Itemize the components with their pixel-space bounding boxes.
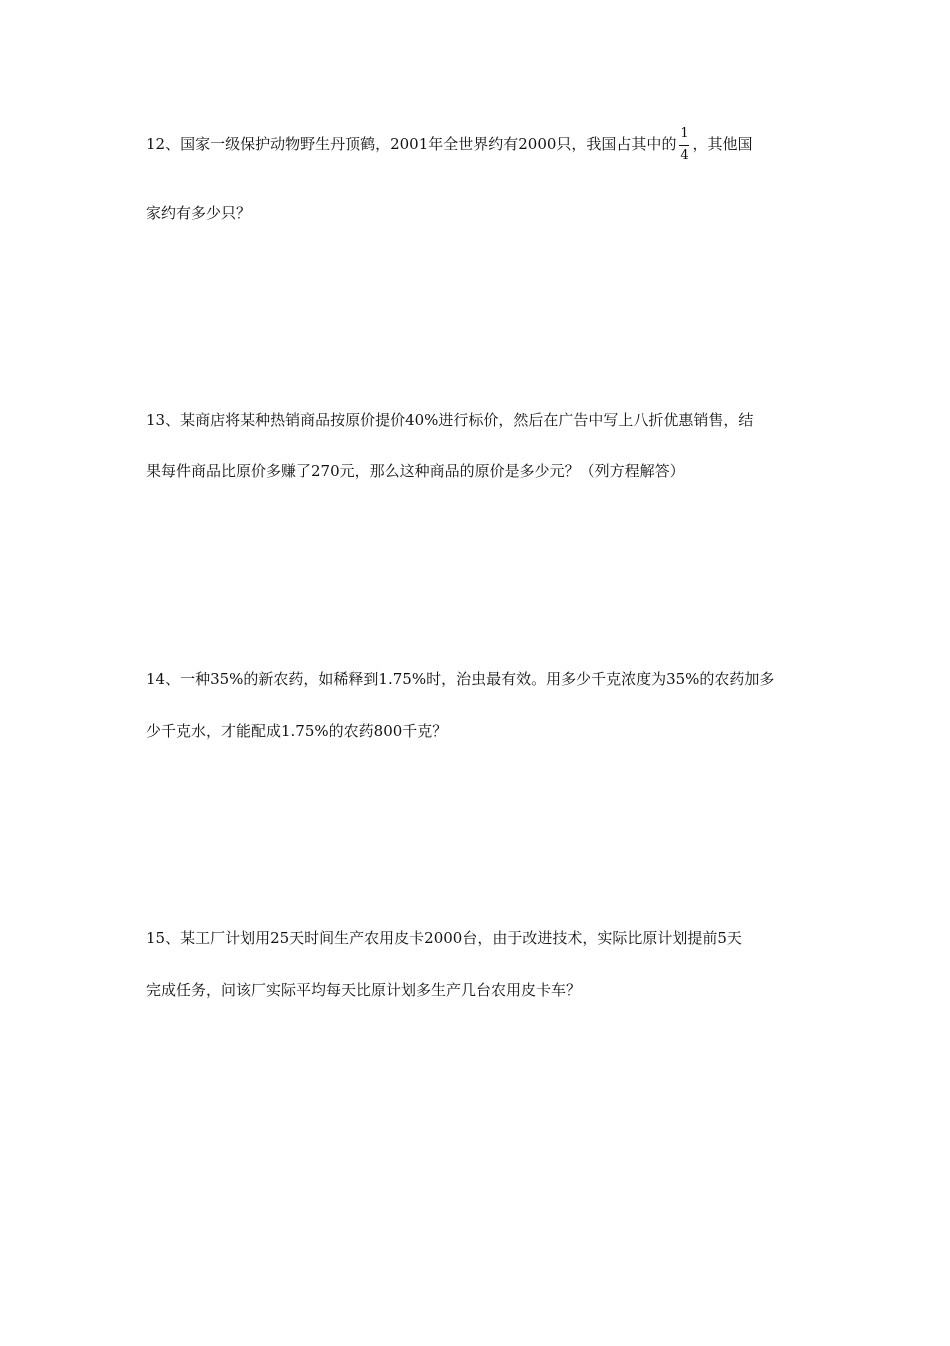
question-15-line-1: 15、某工厂计划用25天时间生产农用皮卡2000台，由于改进技术，实际比原计划提前5天: [146, 929, 742, 947]
question-12-line-1: [146, 126, 752, 164]
fraction-one-quarter: [678, 126, 690, 164]
question-13-line-2: 果每件商品比原价多赚了270元，那么这种商品的原价是多少元？（列方程解答）: [146, 462, 685, 480]
question-14: [146, 669, 816, 749]
fraction-denominator: 4: [680, 148, 689, 163]
question-15-line-2: 完成任务，问该厂实际平均每天比原计划多生产几台农用皮卡车？: [146, 981, 582, 999]
question-14-line-1: 14、一种35%的新农药，如稀释到1.75%时，治虫最有效。用多少千克浓度为35%的农药加多: [146, 670, 775, 688]
fraction-numerator: 1: [680, 126, 689, 141]
question-12: [146, 126, 816, 236]
question-14-line-2: 少千克水，才能配成1.75%的农药800千克？: [146, 722, 448, 740]
question-13: [146, 410, 816, 490]
question-13-line-1: 13、某商店将某种热销商品按原价提价40%进行标价，然后在广告中写上八折优惠销售，结: [146, 411, 754, 429]
question-12-line-2: 家约有多少只？: [146, 204, 252, 222]
question-12-text-before-fraction: 12、国家一级保护动物野生丹顶鹤，2001年全世界约有2000只，我国占其中的: [146, 135, 677, 153]
fraction-bar: [679, 145, 689, 146]
question-15: [146, 928, 816, 1008]
question-12-text-after-fraction: ，其他国: [692, 135, 753, 153]
